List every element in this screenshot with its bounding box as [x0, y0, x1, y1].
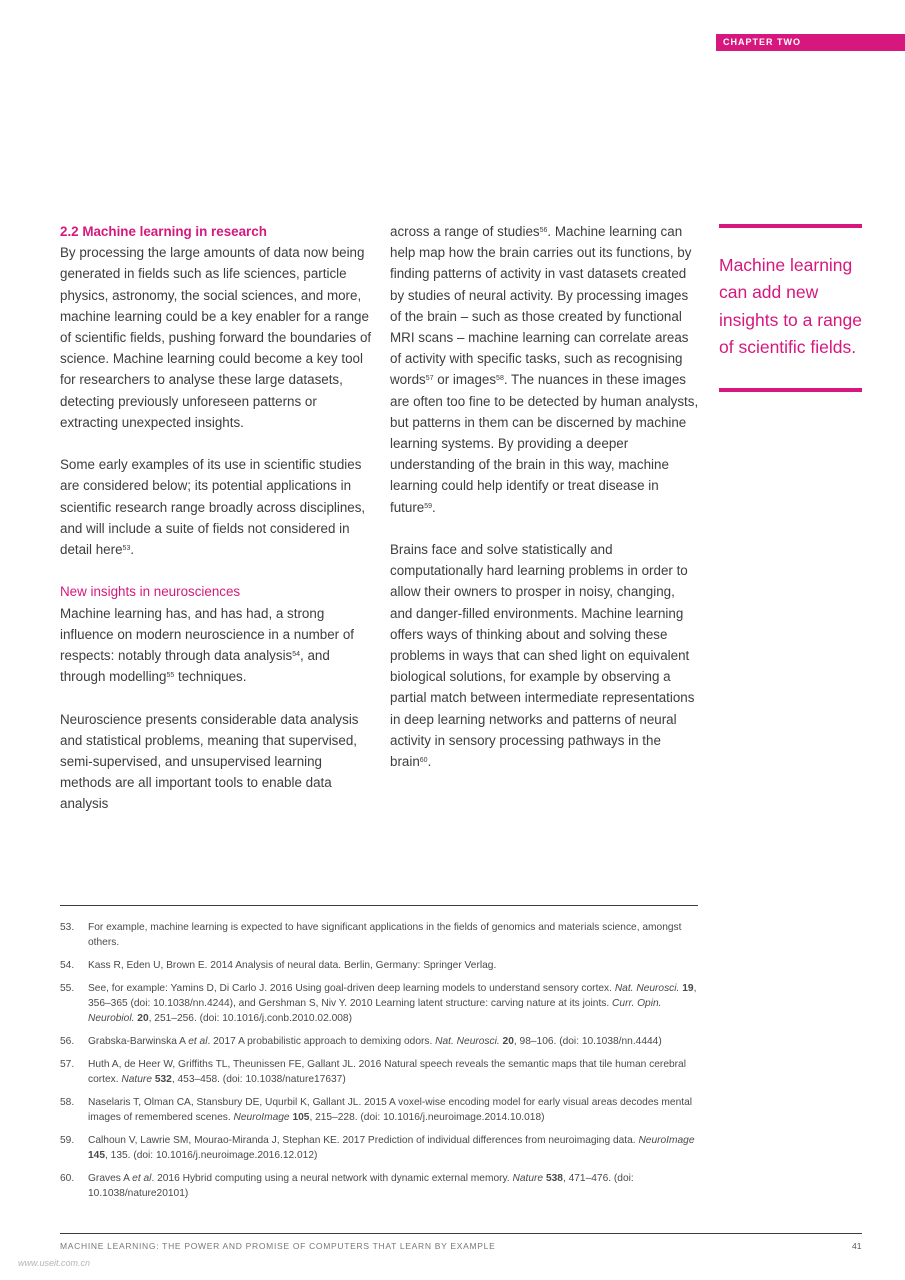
footnote-ref[interactable]: 57 [425, 375, 434, 383]
footnote-item [60, 920, 700, 950]
brain-text-c: or images [433, 372, 497, 388]
footnote-number: 59. [60, 1135, 75, 1146]
footnote-text-part: Nat. Neurosci. [614, 983, 680, 994]
footnote-text-part: Nature [121, 1074, 152, 1085]
footnote-text-part: , 135. (doi: 10.1016/j.neuroimage.2016.12.012) [105, 1150, 318, 1161]
footnote-text-part: Nature [512, 1173, 544, 1184]
footnote-item [60, 958, 700, 973]
footnotes-list [60, 920, 700, 1209]
footnote-item [60, 1133, 700, 1163]
neuroscience-paragraph [60, 581, 372, 687]
pull-quote: Machine learning can add new insights to a range of scientific fields. [719, 255, 863, 357]
footnote-text-part: 20 [502, 1036, 514, 1047]
running-footer-title: MACHINE LEARNING: THE POWER AND PROMISE OF COMPUTERS THAT LEARN BY EXAMPLE [60, 1241, 496, 1251]
brain-text-e: . [432, 499, 436, 515]
footnote-text-part: et al [188, 1036, 208, 1047]
pull-quote-bottom-rule [719, 388, 862, 392]
problems-text: Brains face and solve statistically and computationally hard learning problems in order to allow their owners to prosper in noisy, changing, and danger-filled environments. Machine learning offers ways of thinking about and solving these problems in ways that can shed light on equivalent biological solutions, for example by observing a partial match between intermediate representations in deep learning networks and patterns of neural activity in sensory processing pathways in the brain [390, 542, 695, 770]
pull-quote-top-rule [719, 224, 862, 228]
footnote-ref[interactable]: 60 [419, 757, 428, 765]
footnote-item [60, 1171, 700, 1201]
footnote-text-part: Grabska-Barwinska A [88, 1036, 189, 1047]
footnote-text [88, 1171, 700, 1201]
brain-text-d: . The nuances in these images are often too fine to be detected by human analysts, but patterns in them can be discerned by machine learning systems. By providing a deeper understanding of the brain in this way, machine learning could help identify or treat disease in future [390, 372, 699, 515]
footnote-text-part: , 453–458. (doi: 10.1038/nature17637) [171, 1074, 346, 1085]
footnote-item [60, 1034, 700, 1049]
middle-column [390, 221, 700, 793]
footnote-text-part: 538 [545, 1173, 563, 1184]
footnote-text-part: Huth A, de Heer W, Griffiths TL, Theunissen FE, Gallant JL. 2016 Natural speech reveals the semantic maps that tile human cerebral cortex. [88, 1059, 686, 1085]
intro-text: By processing the large amounts of data now being generated in fields such as life sciences, particle physics, astronomy, the social sciences, and more, machine learning could be a key enabler for a range of scientific fields, pushing forward the boundaries of science. Machine learning could become a key tool for researchers to analyse these large datasets, detecting previously unforeseen patterns or extracting unexpected insights. [60, 245, 372, 430]
neuro-text-b: , and through modelling [60, 648, 330, 685]
problems-text-end: . [427, 754, 432, 770]
footnote-text-part: 532 [154, 1074, 172, 1085]
footnote-text-part: Graves A [88, 1173, 133, 1184]
footnote-number: 53. [60, 922, 75, 933]
footnote-text-part: For example, machine learning is expected to have significant applications in the fields of genomics and materials science, amongst others. [88, 922, 682, 948]
footnote-number: 60. [60, 1173, 75, 1184]
footnote-number: 57. [60, 1059, 75, 1070]
section-heading: 2.2 Machine learning in research [60, 224, 267, 239]
examples-text-end: . [130, 542, 135, 558]
footnote-text [88, 1057, 700, 1087]
footer-divider [60, 1233, 862, 1234]
brain-text-a: across a range of studies [390, 224, 540, 239]
footnotes-divider [60, 905, 698, 906]
footnote-number: 56. [60, 1036, 75, 1047]
footnote-text [88, 920, 700, 950]
footnote-ref[interactable]: 53 [122, 545, 131, 553]
neuro-text-a: Machine learning has, and has had, a strong influence on modern neuroscience in a number of respects: notably through data analysis [60, 605, 355, 664]
footnote-text [88, 1034, 700, 1049]
footnote-text-part: . 2017 A probabilistic approach to demixing odors. [207, 1036, 436, 1047]
footnote-ref[interactable]: 56 [539, 227, 548, 234]
footnote-text-part: Kass R, Eden U, Brown E. 2014 Analysis of neural data. Berlin, Germany: Springer Verlag. [88, 960, 497, 971]
chapter-label: CHAPTER TWO [716, 34, 905, 51]
footnote-text-part: et al [132, 1173, 152, 1184]
footnote-text [88, 958, 700, 973]
watermark: www.useit.com.cn [18, 1258, 91, 1268]
footnote-text-part: , 215–228. (doi: 10.1016/j.neuroimage.2014.10.018) [309, 1112, 545, 1123]
data-analysis-paragraph: Neuroscience presents considerable data analysis and statistical problems, meaning that supervised, semi-supervised, and unsupervised learning methods are all important tools to enable data analysis [60, 711, 359, 812]
footnote-text-part: Naselaris T, Olman CA, Stansbury DE, Uqurbil K, Gallant JL. 2015 A voxel-wise encoding model for early visual areas decodes mental images of remembered scenes. [88, 1097, 692, 1123]
brain-text-b: . Machine learning can help map how the brain carries out its functions, by finding patterns of activity in vast datasets created by studies of neural activity. By processing images of the brain – such as those created by functional MRI scans – machine learning can correlate areas of activity with specific tasks, such as recognising words [390, 224, 692, 388]
intro-paragraph [60, 221, 372, 433]
examples-paragraph [60, 454, 372, 560]
footnote-text [88, 981, 700, 1026]
footnote-text-part: Curr. Opin. Neurobiol. [88, 998, 662, 1024]
footnote-text-part: , 98–106. (doi: 10.1038/nn.4444) [513, 1036, 662, 1047]
footnote-text-part: See, for example: Yamins D, Di Carlo J. 2016 Using goal-driven deep learning models to understand sensory cortex. [88, 983, 615, 994]
footnote-ref[interactable]: 55 [166, 672, 175, 680]
footnote-text-part: 145 [88, 1150, 105, 1161]
footnote-ref[interactable]: 58 [496, 375, 504, 383]
footnote-number: 55. [60, 983, 75, 994]
footnote-text [88, 1095, 700, 1125]
footnote-text-part: 105 [292, 1112, 310, 1123]
footnote-number: 58. [60, 1097, 75, 1108]
footnote-text [88, 1133, 700, 1163]
subheading: New insights in neurosciences [60, 584, 241, 600]
left-column [60, 221, 372, 836]
page-number: 41 [852, 1241, 862, 1251]
footnote-text-part: Calhoun V, Lawrie SM, Mourao-Miranda J, Stephan KE. 2017 Prediction of individual differences from neuroimaging data. [88, 1135, 639, 1146]
footnote-ref[interactable]: 59 [424, 502, 433, 510]
footnote-item [60, 981, 700, 1026]
footnote-text-part: , 356–365 (doi: 10.1038/nn.4244), and Gershman S, Niv Y. 2010 Learning latent structure: carving nature at its joints. [88, 983, 697, 1009]
learning-problems-paragraph [390, 539, 700, 772]
footnote-text-part: , 471–476. (doi: 10.1038/nature20101) [88, 1173, 634, 1199]
footnote-item [60, 1057, 700, 1087]
footnote-text-part: 20 [137, 1013, 149, 1024]
footnote-ref[interactable]: 54 [292, 651, 301, 659]
footnote-text-part: Nat. Neurosci. [435, 1036, 500, 1047]
neuro-text-c: techniques. [174, 669, 247, 685]
footnote-text-part: . 2016 Hybrid computing using a neural network with dynamic external memory. [151, 1173, 513, 1184]
footnote-item [60, 1095, 700, 1125]
footnote-text-part: 19 [682, 983, 694, 994]
examples-text: Some early examples of its use in scientific studies are considered below; its potential applications in scientific research range broadly across disciplines, and will include a suite of fields not considered in detail here [60, 457, 366, 558]
footnote-text-part: NeuroImage [638, 1135, 695, 1146]
footnote-number: 54. [60, 960, 75, 971]
footnote-text-part: NeuroImage [233, 1112, 290, 1123]
brain-mapping-paragraph [390, 221, 700, 518]
footnote-text-part: , 251–256. (doi: 10.1016/j.conb.2010.02.008) [148, 1013, 352, 1024]
